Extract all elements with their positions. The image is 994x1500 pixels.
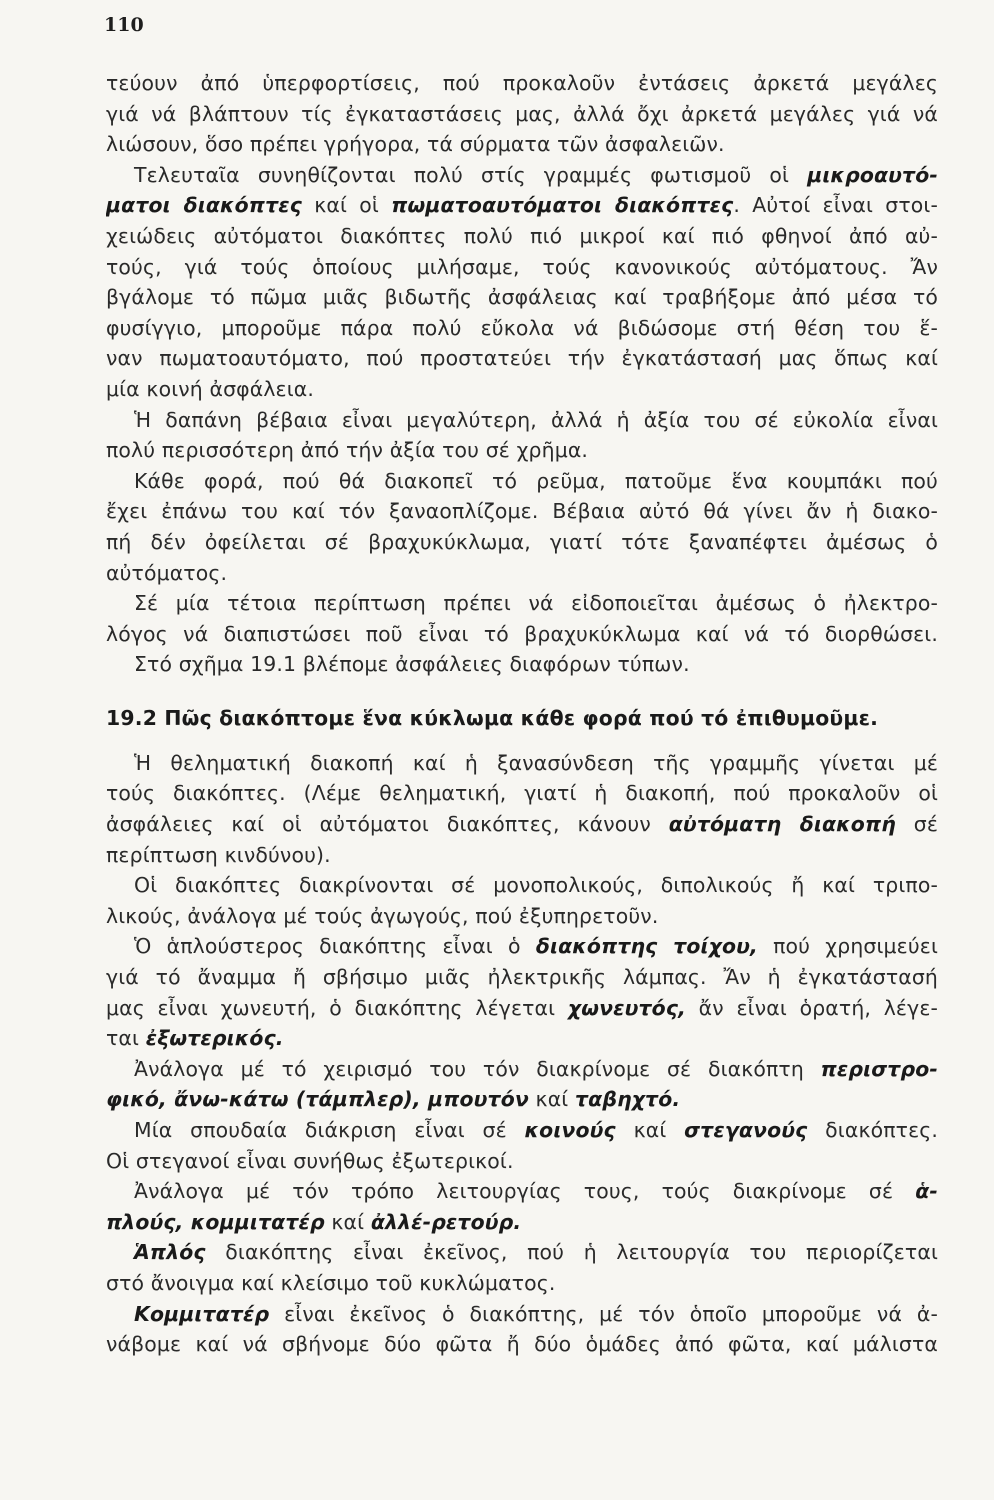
text-run: τούς, γιά τούς ὁποίους μιλήσαμε, τούς κανονικούς αὐτόματους. Ἄν [106,254,938,279]
text-run: διακόπτες. [807,1118,938,1142]
emphasized-term: αὐτόματη διακοπή [668,812,896,837]
emphasized-term: χωνευτός, [567,995,686,1020]
text-line [106,1268,938,1299]
text-run: Μία σπουδαία διάκριση εἶναι σέ [134,1118,525,1142]
emphasized-term: ταβηχτό. [575,1087,681,1112]
text-run: λόγος νά διαπιστώσει ποῦ εἶναι τό βραχυκύκλωμα καί νά τό διορθώσει. [106,621,938,646]
emphasized-term: φικό, ἄνω-κάτω (τάμπλερ), μπουτόν [106,1087,529,1112]
text-line [106,1237,938,1268]
text-line [106,68,938,99]
text-line [106,1299,938,1330]
text-run: διακόπτης εἶναι ἐκεῖνος, πού ἡ λειτουργία του περιορίζεται [205,1240,938,1265]
text-line [106,343,938,374]
text-run: Τελευταῖα συνηθίζονται πολύ στίς γραμμές φωτισμοῦ οἱ [134,162,808,187]
text-run: Ἡ θεληματική διακοπή καί ἡ ξανασύνδεση τῆς γραμμῆς γίνεται μέ [134,750,938,775]
emphasized-term: πωματοαυτόματοι διακόπτες [391,193,734,218]
text-line [106,588,938,619]
text-run: νάβομε καί νά σβήνομε δύο φῶτα ἤ δύο ὁμάδες ἀπό φῶτα, καί μάλιστα [106,1332,938,1357]
text-run: χειώδεις αὐτόματοι διακόπτες πολύ πιό μικροί καί πιό φθηνοί ἀπό αὐ- [106,223,938,248]
text-line [106,435,938,466]
text-run: σέ [895,812,938,837]
text-run: ἄν εἶναι ὁρατή, λέγε- [685,995,938,1020]
text-line [106,1176,938,1207]
text-run: μία κοινή ἀσφάλεια. [106,376,315,401]
text-run: πολύ περισσότερη ἀπό τήν ἀξία του σέ χρῆμα. [106,438,589,463]
emphasized-term: ἀλλέ-ρετούρ. [370,1209,522,1234]
text-run: βγάλομε τό πῶμα μιᾶς βιδωτῆς ἀσφάλειας καί τραβήξομε ἀπό μέσα τό [106,285,938,310]
text-line [106,129,938,160]
text-run: μας εἶναι χωνευτή, ὁ διακόπτης λέγεται [106,995,568,1020]
text-run: καί [615,1118,685,1142]
emphasized-term: κοινούς [524,1118,616,1142]
text-run: φυσίγγιο, μποροῦμε πάρα πολύ εὔκολα νά βιδώσομε στή θέση του ἕ- [106,315,938,340]
text-line [106,931,938,962]
emphasized-term: στεγανούς [684,1118,808,1142]
text-run: καί [324,1209,371,1234]
text-run: ἀσφάλειες καί οἱ αὐτόματοι διακόπτες, κάνουν [106,812,669,837]
text-line [106,252,938,283]
text-line [106,313,938,344]
text-run: τούς διακόπτες. (Λέμε θεληματική, γιατί ἡ διακοπή, πού προκαλοῦν οἱ [106,781,938,806]
text-line [106,527,938,558]
text-line [106,649,938,680]
page-number: 110 [104,14,144,36]
text-line [106,221,938,252]
emphasized-term: μικροαυτό- [807,162,938,187]
text-run: πή δέν ὀφείλεται σέ βραχυκύκλωμα, γιατί τότε ξαναπέφτει ἀμέσως ὁ [106,529,938,554]
text-run: εἶναι ἐκεῖνος ὁ διακόπτης, μέ τόν ὁποῖο μποροῦμε νά ἀ- [269,1301,938,1326]
text-run: λικούς, ἀνάλογα μέ τούς ἀγωγούς, πού ἐξυπηρετοῦν. [106,903,659,928]
text-run: γιά νά βλάπτουν τίς ἐγκαταστάσεις μας, ἀλλά ὄχι ἀρκετά μεγάλες γιά νά [106,101,938,126]
text-line [106,99,938,130]
text-line [106,496,938,527]
text-run: Ἀνάλογα μέ τό χειρισμό του τόν διακρίνομε σέ διακόπτη [134,1056,821,1081]
text-line [106,993,938,1024]
text-line [106,1054,938,1085]
emphasized-term: ἁ- [915,1179,938,1204]
text-line [106,748,938,779]
text-run: στό ἄνοιγμα καί κλείσιμο τοῦ κυκλώματος. [106,1270,556,1295]
emphasized-term: Ἁπλός [134,1240,206,1265]
text-run: περίπτωση κινδύνου). [106,842,331,867]
text-run: καί [528,1087,575,1112]
text-run: Στό σχῆμα 19.1 βλέπομε ἀσφάλειες διαφόρων τύπων. [134,652,690,677]
text-line [106,190,938,221]
page-body [106,68,938,1360]
text-line [106,778,938,809]
text-run: Οἱ στεγανοί εἶναι συνήθως ἐξωτερικοί. [106,1148,514,1173]
text-run: Οἱ διακόπτες διακρίνονται σέ μονοπολικούς, διπολικούς ἤ καί τριπο- [134,873,938,898]
text-line [106,374,938,405]
text-line [106,1329,938,1360]
text-line [106,1207,938,1238]
text-line [106,1115,938,1146]
text-run: ναν πωματοαυτόματο, πού προστατεύει τήν ἐγκατάστασή μας ὅπως καί [106,346,938,371]
emphasized-term: ἐξωτερικός. [145,1026,284,1051]
text-run: γιά τό ἄναμμα ἤ σβήσιμο μιᾶς ἠλεκτρικῆς λάμπας. Ἄν ἡ ἐγκατάστασή [106,965,938,990]
text-line [106,558,938,589]
text-line [106,901,938,932]
emphasized-term: περιστρο- [820,1056,938,1081]
text-line [106,160,938,191]
text-line [106,962,938,993]
text-run: τεύουν ἀπό ὑπερφορτίσεις, πού προκαλοῦν ἐντάσεις ἀρκετά μεγάλες [106,71,938,95]
text-run: αὐτόματος. [106,560,228,585]
text-line [106,1023,938,1054]
text-line [106,466,938,497]
text-line [106,840,938,871]
text-run: καί οἱ [301,193,392,218]
text-block-fuses [106,68,938,680]
text-run: πού χρησιμεύει [757,934,938,959]
text-line [106,1084,938,1115]
text-line [106,405,938,436]
emphasized-term: Κομμιτατέρ [134,1301,270,1326]
text-run: Σέ μία τέτοια περίπτωση πρέπει νά εἰδοποιεῖται ἀμέσως ὁ ἠλεκτρο- [134,591,938,616]
text-line [106,870,938,901]
text-run: Κάθε φορά, πού θά διακοπεῖ τό ρεῦμα, πατοῦμε ἕνα κουμπάκι πού [134,468,938,493]
emphasized-term: διακόπτης τοίχου, [535,934,758,959]
text-line [106,1146,938,1177]
section-heading: 19.2 Πῶς διακόπτομε ἕνα κύκλωμα κάθε φορά πού τό ἐπιθυμοῦμε. [106,705,879,730]
text-run: ἔχει ἐπάνω του καί τόν ξαναοπλίζομε. Βέβαια αὐτό θά γίνει ἄν ἡ διακο- [106,499,938,524]
emphasized-term: πλούς, κομμιτατέρ [106,1209,325,1234]
text-run: ται [106,1026,146,1051]
text-run: λιώσουν, ὅσο πρέπει γρήγορα, τά σύρματα τῶν ἀσφαλειῶν. [106,132,725,157]
text-run: Ἡ δαπάνη βέβαια εἶναι μεγαλύτερη, ἀλλά ἡ ἀξία του σέ εὐκολία εἶναι [134,407,938,432]
text-run: Ὁ ἁπλούστερος διακόπτης εἶναι ὁ [134,934,536,959]
emphasized-term: ματοι διακόπτες [106,193,302,218]
text-run: Ἀνάλογα μέ τόν τρόπο λειτουργίας τους, τούς διακρίνομε σέ [134,1179,916,1204]
text-line [106,282,938,313]
text-line [106,619,938,650]
text-block-switches [106,748,938,1360]
text-run: . Αὐτοί εἶναι στοι- [733,193,938,218]
text-line [106,809,938,840]
